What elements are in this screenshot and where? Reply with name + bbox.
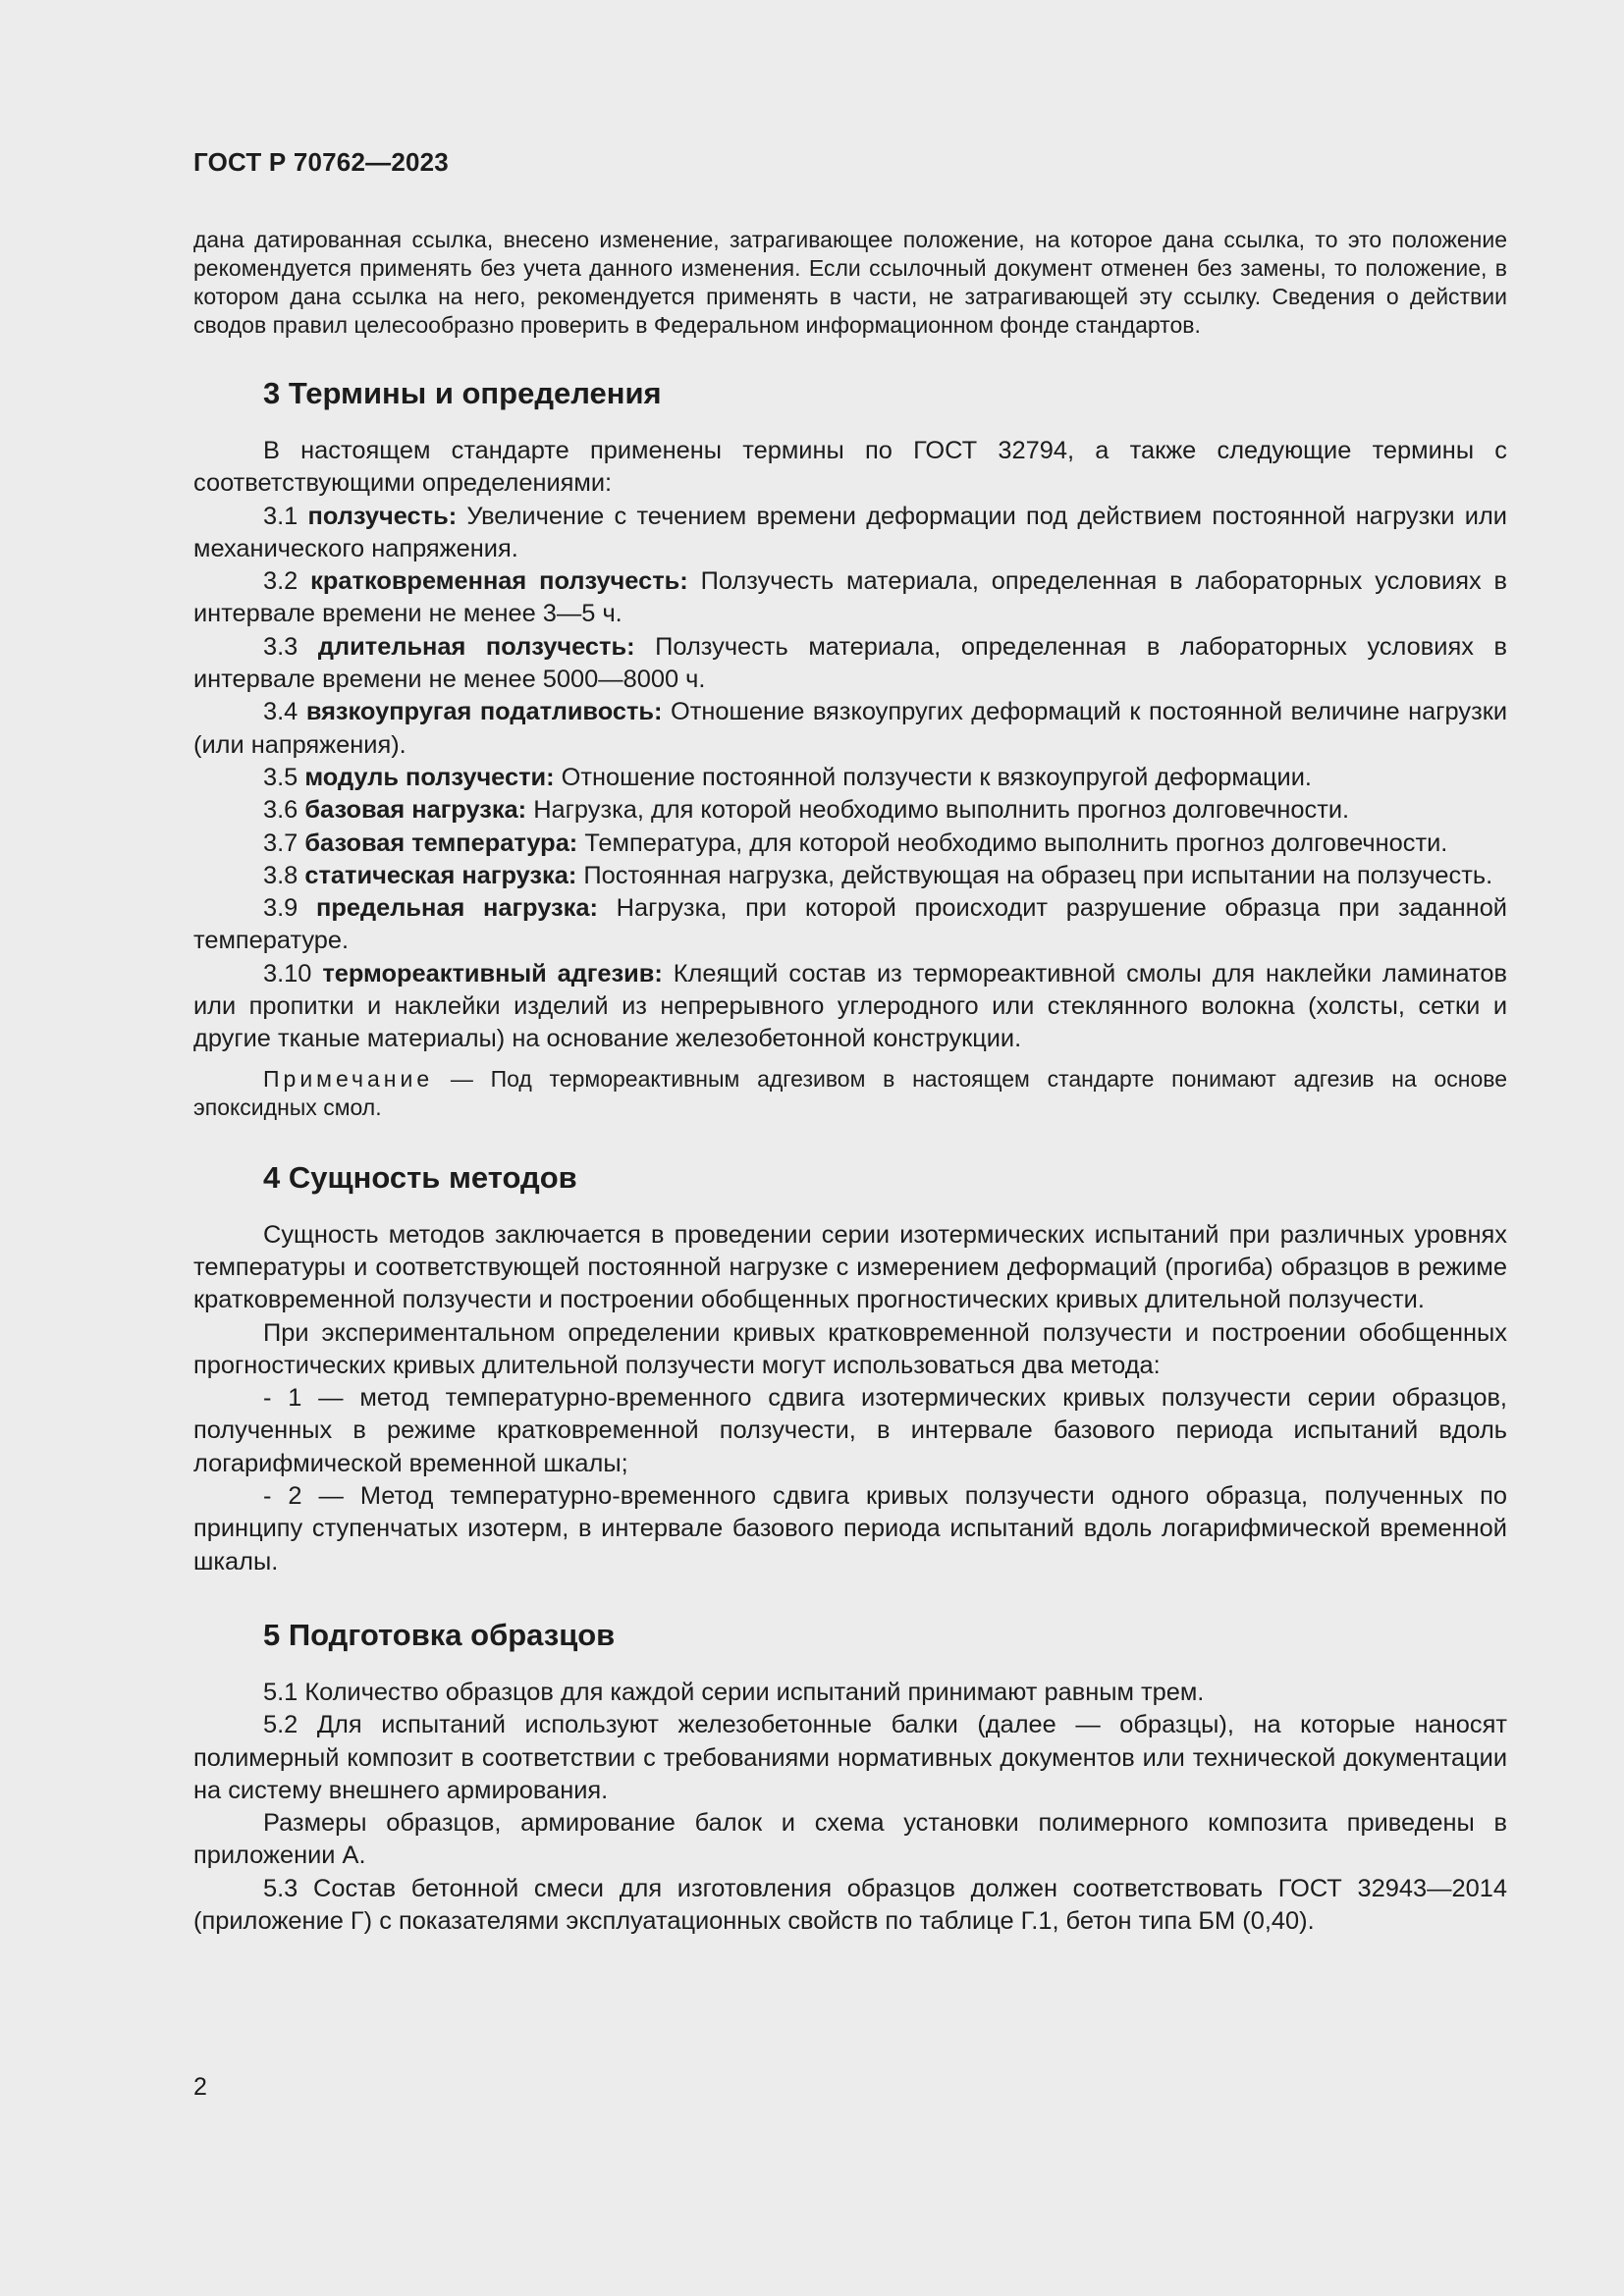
term-text: Ползучесть материала, определенная в лабораторных условиях в интервале времени не менее 5000—8000 ч. — [193, 632, 1507, 694]
term-number: 3.5 — [263, 763, 305, 791]
term-number: 3.9 — [263, 894, 317, 923]
term-definition — [193, 565, 1507, 631]
section4-paragraph: При экспериментальном определении кривых кратковременной ползучести и построении обобщенных прогностических кривых длительной ползучести могут использоваться два метода: — [193, 1318, 1507, 1379]
terms-list — [193, 501, 1507, 1056]
term-name: длительная ползучесть: — [317, 632, 635, 661]
document-header: ГОСТ Р 70762—2023 — [193, 147, 449, 177]
term-name: кратковременная ползучесть: — [310, 567, 688, 596]
term-number: 3.3 — [263, 632, 318, 661]
term-text: Нагрузка, для которой необходимо выполнить прогноз долговечности. — [526, 796, 1350, 825]
term-number: 3.2 — [263, 567, 311, 596]
section5-paragraph: Размеры образцов, армирование балок и схема установки полимерного композита приведены в приложении А. — [193, 1809, 1507, 1870]
term-name: ползучесть: — [307, 502, 458, 530]
note-text: — Под термореактивным адгезивом в настоящем стандарте понимают адгезив на основе эпоксидных смол. — [193, 1065, 1507, 1120]
note-paragraph — [193, 1065, 1507, 1122]
section4-paragraph: - 1 — метод температурно-временного сдвига изотермических кривых ползучести серии образцов, полученных в режиме кратковременной ползучести, в интервале базового периода испытаний вдоль логарифмической временной шкалы; — [193, 1384, 1507, 1477]
page-content — [193, 226, 1507, 1938]
section5-paragraph: 5.2 Для испытаний используют железобетонные балки (далее — образцы), на которые наносят полимерный композит в соответствии с требованиями нормативных документов или технической документации на систему внешнего армирования. — [193, 1711, 1507, 1804]
section4-paragraph: Сущность методов заключается в проведении серии изотермических испытаний при различных уровнях температуры и соответствующей постоянной нагрузке с измерением деформаций (прогиба) образцов в режиме кратковременной ползучести и построении обобщенных прогностических кривых длительной ползучести. — [193, 1220, 1507, 1314]
term-text: Температура, для которой необходимо выполнить прогноз долговечности. — [577, 828, 1448, 857]
term-name: модуль ползучести: — [304, 763, 555, 791]
term-number: 3.10 — [263, 959, 323, 988]
term-definition — [193, 860, 1507, 892]
term-text: Клеящий состав из термореактивной смолы для наклейки ламинатов или пропитки и наклейки изделий из непрерывного углеродного или стеклянного волокна (холсты, сетки и другие тканые материалы) на основание железобетонной конструкции. — [193, 959, 1507, 1053]
section5-paragraph: 5.1 Количество образцов для каждой серии испытаний принимают равным трем. — [263, 1678, 1205, 1706]
term-definition — [193, 501, 1507, 566]
section-3-body — [193, 435, 1507, 1122]
term-name: статическая нагрузка: — [304, 861, 577, 889]
term-definition — [193, 794, 1507, 827]
section-5-body — [193, 1677, 1507, 1938]
term-number: 3.8 — [263, 861, 305, 889]
term-name: предельная нагрузка: — [316, 894, 598, 923]
section4-paragraph: - 2 — Метод температурно-временного сдвига кривых ползучести одного образца, полученных по принципу ступенчатых изотерм, в интервале базового периода испытаний вдоль логарифмической временной шкалы. — [193, 1482, 1507, 1575]
section5-paragraph: 5.3 Состав бетонной смеси для изготовления образцов должен соответствовать ГОСТ 32943—2014 (приложение Г) с показателями эксплуатационных свойств по таблице Г.1, бетон типа БМ (0,40). — [193, 1874, 1507, 1935]
term-name: вязкоупругая податливость: — [305, 698, 663, 726]
term-text: Отношение вязкоупругих деформаций к постоянной величине нагрузки (или напряжения). — [193, 698, 1507, 759]
term-definition — [193, 631, 1507, 697]
term-text: Увеличение с течением времени деформации под действием постоянной нагрузки или механического напряжения. — [193, 502, 1507, 562]
term-definition — [193, 828, 1507, 860]
term-name: базовая температура: — [304, 828, 578, 857]
term-text: Нагрузка, при которой происходит разрушение образца при заданной температуре. — [193, 894, 1507, 955]
term-definition — [193, 892, 1507, 958]
term-name: базовая нагрузка: — [304, 796, 527, 825]
section-3-heading: 3 Термины и определения — [263, 376, 662, 410]
note-label: Примечание — [263, 1065, 434, 1092]
intro-paragraph: дана датированная ссылка, внесено изменение, затрагивающее положение, на которое дана ссылка, то это положение рекомендуется применять без учета данного изменения. Если ссылочный документ отменен без замены, то положение, в котором дана ссылка на него, рекомендуется применять в части, не затрагивающей эту ссылку. Сведения о действии сводов правил целесообразно проверить в Федеральном информационном фонде стандартов. — [193, 227, 1507, 338]
section-4-heading: 4 Сущность методов — [263, 1159, 577, 1195]
term-number: 3.7 — [263, 828, 305, 857]
term-number: 3.1 — [263, 502, 308, 530]
term-definition — [193, 762, 1507, 794]
term-number: 3.6 — [263, 796, 305, 825]
section-3-intro: В настоящем стандарте применены термины по ГОСТ 32794, а также следующие термины с соответствующими определениями: — [193, 437, 1507, 498]
term-definition — [193, 696, 1507, 762]
section-4-body — [193, 1219, 1507, 1578]
section-5-heading: 5 Подготовка образцов — [263, 1617, 616, 1652]
page-number: 2 — [193, 2073, 207, 2101]
term-text: Постоянная нагрузка, действующая на образец при испытании на ползучесть. — [576, 861, 1493, 889]
term-text: Ползучесть материала, определенная в лабораторных условиях в интервале времени не менее 3—5 ч. — [193, 567, 1507, 628]
term-definition — [193, 958, 1507, 1056]
term-number: 3.4 — [263, 698, 306, 726]
term-name: термореактивный адгезив: — [322, 959, 663, 988]
term-text: Отношение постоянной ползучести к вязкоупругой деформации. — [554, 763, 1312, 791]
